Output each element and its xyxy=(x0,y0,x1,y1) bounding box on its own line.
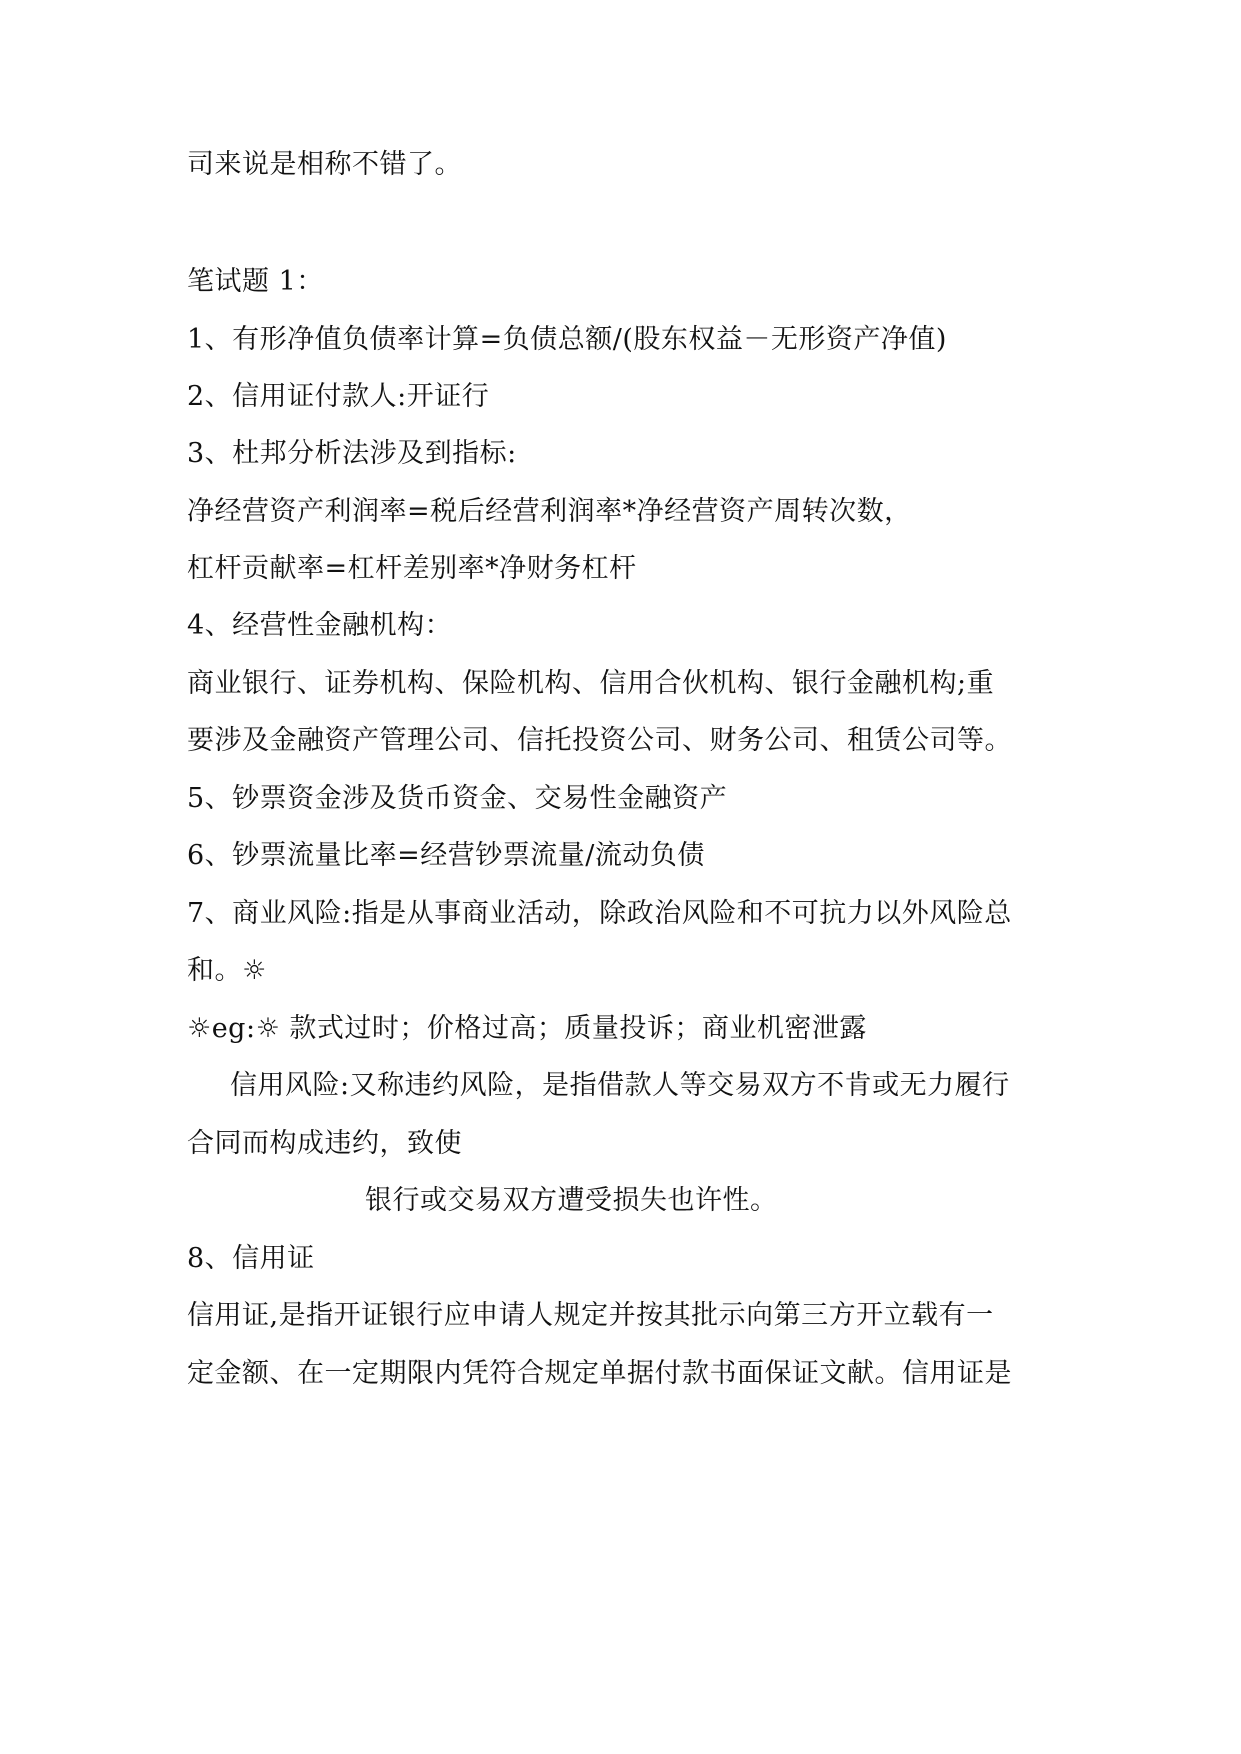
paragraph-line: 和。☼ xyxy=(187,955,267,986)
section-heading: 笔试题 1： xyxy=(187,266,324,297)
list-item: 7、商业风险:指是从事商业活动，除政治风险和不可抗力以外风险总 xyxy=(187,898,1012,929)
paragraph-line: 银行或交易双方遭受损失也许性。 xyxy=(365,1185,778,1216)
list-item: 4、经营性金融机构： xyxy=(187,610,453,641)
paragraph-line: 商业银行、证券机构、保险机构、信用合伙机构、银行金融机构;重 xyxy=(187,668,995,699)
paragraph-line: 杠杆贡献率=杠杆差别率*净财务杠杆 xyxy=(187,553,637,584)
paragraph-line: 定金额、在一定期限内凭符合规定单据付款书面保证文献。信用证是 xyxy=(187,1358,1012,1389)
list-item: 6、钞票流量比率=经营钞票流量/流动负债 xyxy=(187,840,705,871)
list-item: 8、信用证 xyxy=(187,1243,315,1274)
paragraph-line: ☼eg:☼ 款式过时；价格过高；质量投诉；商业机密泄露 xyxy=(187,1013,867,1044)
paragraph-line: 合同而构成违约，致使 xyxy=(187,1128,462,1159)
list-item: 3、杜邦分析法涉及到指标: xyxy=(187,438,517,469)
list-item: 2、信用证付款人:开证行 xyxy=(187,381,490,412)
paragraph-line: 净经营资产利润率=税后经营利润率*净经营资产周转次数， xyxy=(187,496,912,527)
list-item: 5、钞票资金涉及货币资金、交易性金融资产 xyxy=(187,783,728,814)
list-item: 1、有形净值负债率计算=负债总额/(股东权益－无形资产净值) xyxy=(187,324,947,355)
paragraph-line: 司来说是相称不错了。 xyxy=(187,149,462,180)
paragraph-line: 要涉及金融资产管理公司、信托投资公司、财务公司、租赁公司等。 xyxy=(187,725,1012,756)
paragraph-line: 信用证,是指开证银行应申请人规定并按其批示向第三方开立载有一 xyxy=(187,1300,994,1331)
paragraph-line: 信用风险:又称违约风险，是指借款人等交易双方不肯或无力履行 xyxy=(230,1070,1010,1101)
